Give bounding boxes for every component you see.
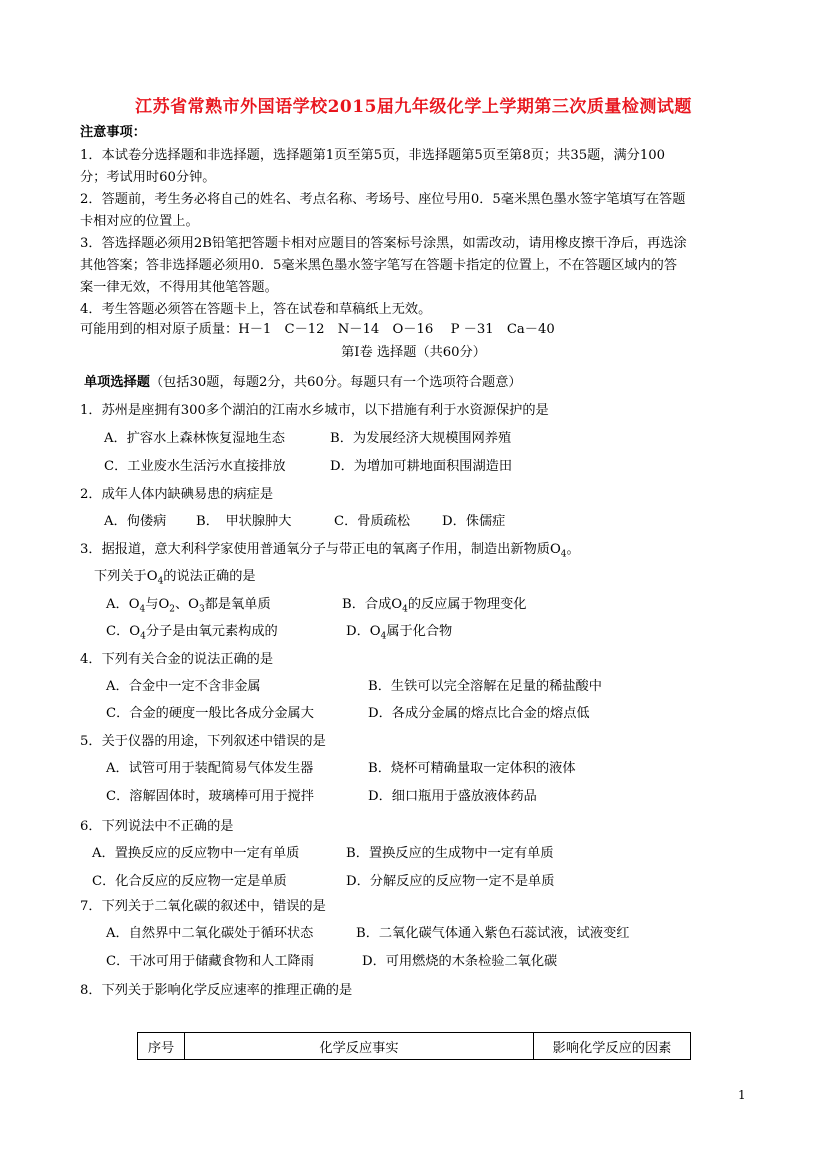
mc-heading: 单项选择题	[84, 375, 150, 390]
table-header-cell: 影响化学反应的因素	[534, 1033, 691, 1060]
page-number: 1	[738, 1088, 746, 1102]
notice-line: 卡相对应的位置上。	[80, 214, 199, 229]
mc-instructions	[84, 374, 522, 392]
table-header-row	[138, 1033, 691, 1060]
q7-option-a: A．自然界中二氧化碳处于循环状态	[106, 926, 314, 941]
q4-option-c: C．合金的硬度一般比各成分金属大	[106, 706, 314, 721]
exam-title: 江苏省常熟市外国语学校2015届九年级化学上学期第三次质量检测试题	[135, 97, 692, 117]
table-header-cell: 序号	[138, 1033, 185, 1060]
q3-option-a: A．$O_4$与$O_2$、$O_3$都是氧单质	[106, 597, 271, 615]
q5-option-d: D．细口瓶用于盛放液体药品	[368, 789, 537, 804]
table-header-cell: 化学反应事实	[185, 1033, 534, 1060]
mc-desc: （包括30题，每题2分，共60分。每题只有一个选项符合题意）	[149, 375, 522, 390]
section-title: 第Ⅰ卷 选择题（共60分）	[341, 345, 486, 360]
q1-option-a: A．扩容水上森林恢复湿地生态	[104, 431, 285, 446]
question-8-stem: 8．下列关于影响化学反应速率的推理正确的是	[80, 983, 353, 998]
q3-option-c: C．$O_4$分子是由氧元素构成的	[106, 624, 278, 642]
notice-line: 案一律无效，不得用其他笔答题。	[80, 280, 278, 295]
q6-option-b: B．置换反应的生成物中一定有单质	[346, 846, 554, 861]
q2-option-c: C．骨质疏松	[334, 514, 411, 529]
question-7-stem: 7．下列关于二氧化碳的叙述中，错误的是	[80, 899, 326, 914]
notice-line: 2．答题前，考生务必将自己的姓名、考点名称、考场号、座位号用0．5毫米黑色墨水签字笔填写在答题	[80, 192, 686, 207]
question-6-stem: 6．下列说法中不正确的是	[80, 819, 234, 834]
q7-option-d: D．可用燃烧的木条检验二氧化碳	[362, 954, 558, 969]
q7-option-b: B．二氧化碳气体通入紫色石蕊试液，试液变红	[356, 926, 630, 941]
notice-line: 分；考试用时60分钟。	[80, 170, 216, 185]
q6-option-c: C．化合反应的反应物一定是单质	[92, 874, 287, 889]
q1-option-d: D．为增加可耕地面积围湖造田	[330, 459, 513, 474]
reaction-facts-table	[137, 1032, 691, 1060]
q6-option-d: D．分解反应的反应物一定不是单质	[346, 874, 555, 889]
question-5-stem: 5．关于仪器的用途，下列叙述中错误的是	[80, 734, 326, 749]
question-3-stem: 3．据报道，意大利科学家使用普通氧分子与带正电的氧离子作用，制造出新物质$O_4$。	[80, 542, 580, 560]
q1-option-b: B．为发展经济大规模围网养殖	[330, 431, 512, 446]
q4-option-d: D．各成分金属的熔点比合金的熔点低	[368, 706, 590, 721]
question-3-stem-2: 下列关于$O_4$的说法正确的是	[94, 569, 256, 587]
q4-option-b: B．生铁可以完全溶解在足量的稀盐酸中	[368, 679, 602, 694]
q5-option-b: B．烧杯可精确量取一定体积的液体	[368, 761, 576, 776]
notice-line: 1．本试卷分选择题和非选择题，选择题第1页至第5页，非选择题第5页至第8页；共35题，满分100	[80, 148, 666, 163]
notice-heading: 注意事项：	[80, 125, 146, 140]
q7-option-c: C．干冰可用于储藏食物和人工降雨	[106, 954, 314, 969]
q2-option-b: B． 甲状腺肿大	[196, 514, 292, 529]
q2-option-d: D．侏儒症	[442, 514, 506, 529]
atomic-mass-line: 可能用到的相对原子质量：H－1 C－12 N－14 O－16 P －31 Ca－40	[80, 322, 555, 337]
question-4-stem: 4．下列有关合金的说法正确的是	[80, 652, 274, 667]
q3-option-b: B．合成$O_4$的反应属于物理变化	[342, 597, 527, 615]
q1-option-c: C．工业废水生活污水直接排放	[104, 459, 286, 474]
q5-option-a: A．试管可用于装配简易气体发生器	[106, 761, 314, 776]
notice-line: 4．考生答题必须答在答题卡上，答在试卷和草稿纸上无效。	[80, 302, 432, 317]
q3-option-d: D．$O_4$属于化合物	[346, 624, 453, 642]
q6-option-a: A．置换反应的反应物中一定有单质	[92, 846, 300, 861]
q5-option-c: C．溶解固体时，玻璃棒可用于搅拌	[106, 789, 314, 804]
question-1-stem: 1．苏州是座拥有300多个湖泊的江南水乡城市，以下措施有利于水资源保护的是	[80, 403, 549, 418]
notice-line: 3．答选择题必须用2B铅笔把答题卡相对应题目的答案标号涂黑，如需改动，请用橡皮擦干净后，再选涂	[80, 236, 687, 251]
q2-option-a: A．佝偻病	[104, 514, 167, 529]
notice-line: 其他答案；答非选择题必须用0．5毫米黑色墨水签字笔写在答题卡指定的位置上，不在答题区域内的答	[80, 258, 678, 273]
question-2-stem: 2．成年人体内缺碘易患的病症是	[80, 487, 274, 502]
q4-option-a: A．合金中一定不含非金属	[106, 679, 261, 694]
